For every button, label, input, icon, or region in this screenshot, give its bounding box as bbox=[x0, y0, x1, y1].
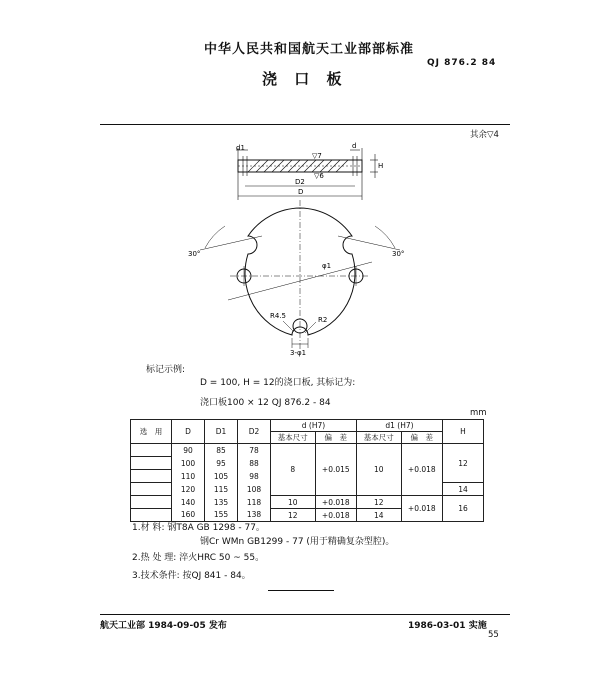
footer-rule bbox=[100, 614, 510, 615]
unit-label: mm bbox=[470, 408, 487, 418]
d-dimension-label: D bbox=[298, 188, 304, 196]
col-D1: D1 bbox=[205, 420, 238, 444]
cell-d1: 14 bbox=[356, 509, 401, 522]
dimension-table bbox=[130, 419, 484, 522]
issuer-date: 航天工业部 1984-09-05 发布 bbox=[100, 621, 227, 631]
cell-D2: 108 bbox=[238, 483, 271, 496]
section-view bbox=[236, 148, 378, 200]
r2-label: R2 bbox=[318, 316, 328, 324]
cell-H: 16 bbox=[443, 496, 484, 522]
cell-D1: 95 bbox=[205, 457, 238, 470]
cell-d1-tol: +0.018 bbox=[401, 444, 442, 496]
table-row bbox=[131, 444, 484, 457]
d-label: d bbox=[352, 142, 357, 150]
col-tolerance: 偏 差 bbox=[315, 432, 356, 444]
note-technical-conditions: 3.技术条件: 按QJ 841 - 84。 bbox=[132, 571, 251, 581]
cell-d: 10 bbox=[271, 496, 316, 509]
cell-D2: 98 bbox=[238, 470, 271, 483]
standard-title: 中华人民共和国航天工业部部标准 bbox=[204, 42, 415, 57]
angle-right-label: 30° bbox=[392, 250, 405, 258]
cell-D1: 85 bbox=[205, 444, 238, 457]
example-line-2: 浇口板100 × 12 QJ 876.2 - 84 bbox=[200, 398, 331, 408]
cell-D: 120 bbox=[172, 483, 205, 496]
angle-left-label: 30° bbox=[188, 250, 201, 258]
cell-D2: 88 bbox=[238, 457, 271, 470]
r45-label: R4.5 bbox=[270, 312, 286, 320]
cell-d-tol: +0.015 bbox=[315, 444, 356, 496]
cell-d: 12 bbox=[271, 509, 316, 522]
page-number: 55 bbox=[488, 630, 499, 640]
note-material: 1.材 料: 钢T8A GB 1298 - 77。 bbox=[132, 523, 265, 533]
cell-D: 100 bbox=[172, 457, 205, 470]
plan-view bbox=[200, 200, 400, 350]
col-H: H bbox=[443, 420, 484, 444]
cell-H: 12 bbox=[443, 444, 484, 483]
col-D2: D2 bbox=[238, 420, 271, 444]
effective-date: 1986-03-01 实施 bbox=[408, 621, 487, 631]
example-heading: 标记示例: bbox=[146, 365, 186, 375]
cell-D: 110 bbox=[172, 470, 205, 483]
roughness-7-label: ▽7 bbox=[312, 152, 322, 160]
cell-D1: 115 bbox=[205, 483, 238, 496]
d2-label: D2 bbox=[295, 178, 305, 186]
standard-code: QJ 876.2 84 bbox=[427, 58, 497, 68]
document-title: 浇 口 板 bbox=[262, 70, 348, 88]
example-line-1: D = 100, H = 12的浇口板, 其标记为: bbox=[200, 378, 356, 388]
cell-D2: 138 bbox=[238, 509, 271, 522]
cell-D: 160 bbox=[172, 509, 205, 522]
hole-spec-label: 3-φ1 bbox=[290, 349, 307, 357]
roughness-note: 其余▽4 bbox=[470, 130, 499, 140]
cell-H: 14 bbox=[443, 483, 484, 496]
d1-label: d1 bbox=[236, 144, 245, 152]
cell-D: 140 bbox=[172, 496, 205, 509]
cell-D2: 78 bbox=[238, 444, 271, 457]
cell-D: 90 bbox=[172, 444, 205, 457]
col-selection: 选 用 bbox=[131, 420, 172, 444]
note-heat-treatment: 2.热 处 理: 淬火HRC 50 ~ 55。 bbox=[132, 553, 265, 563]
col-basic-size: 基本尺寸 bbox=[271, 432, 316, 444]
cell-d-tol: +0.018 bbox=[315, 509, 356, 522]
note-material-alt: 钢Cr WMn GB1299 - 77 (用于精确复杂型腔)。 bbox=[200, 537, 395, 547]
cell-D1: 105 bbox=[205, 470, 238, 483]
roughness-6-label: ▽6 bbox=[314, 172, 324, 180]
phi-label: φ1 bbox=[322, 262, 332, 270]
cell-d-tol: +0.018 bbox=[315, 496, 356, 509]
cell-D2: 118 bbox=[238, 496, 271, 509]
notes-end-rule bbox=[268, 590, 334, 591]
cell-d1-tol: +0.018 bbox=[401, 496, 442, 522]
table-row bbox=[131, 496, 484, 509]
cell-d1: 12 bbox=[356, 496, 401, 509]
col-d1-group: d1 (H7) bbox=[356, 420, 442, 432]
h-label: H bbox=[378, 162, 384, 170]
cell-D1: 135 bbox=[205, 496, 238, 509]
cell-d: 8 bbox=[271, 444, 316, 496]
col-D: D bbox=[172, 420, 205, 444]
cell-D1: 155 bbox=[205, 509, 238, 522]
cell-d1: 10 bbox=[356, 444, 401, 496]
col-d-group: d (H7) bbox=[271, 420, 357, 432]
col-basic-size-2: 基本尺寸 bbox=[356, 432, 401, 444]
col-tolerance-2: 偏 差 bbox=[401, 432, 442, 444]
